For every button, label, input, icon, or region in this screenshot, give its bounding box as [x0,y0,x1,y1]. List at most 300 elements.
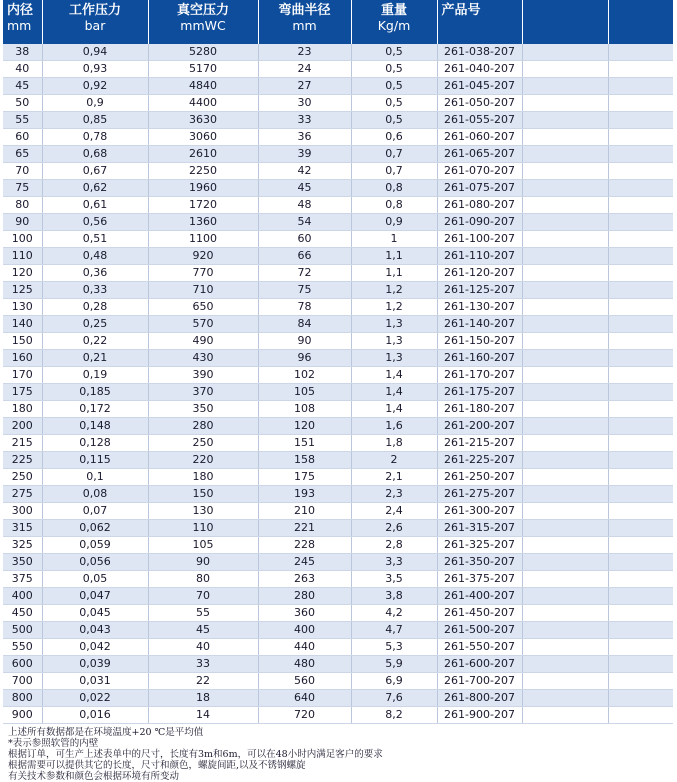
cell-inner-diameter: 130 [3,299,42,316]
cell-empty [608,452,673,469]
cell-empty [522,384,608,401]
cell-product-number: 261-180-207 [437,401,522,418]
cell-working-pressure: 0,51 [42,231,148,248]
cell-weight: 0,7 [351,146,437,163]
cell-product-number: 261-120-207 [437,265,522,282]
cell-inner-diameter: 500 [3,622,42,639]
cell-empty [522,503,608,520]
cell-vacuum-pressure: 4400 [148,95,258,112]
cell-product-number: 261-215-207 [437,435,522,452]
cell-inner-diameter: 215 [3,435,42,452]
cell-bend-radius: 360 [258,605,351,622]
cell-product-number: 261-800-207 [437,690,522,707]
cell-empty [522,520,608,537]
cell-empty [608,333,673,350]
cell-weight: 2,1 [351,469,437,486]
cell-empty [522,248,608,265]
table-row [3,384,673,401]
table-row [3,690,673,707]
cell-working-pressure: 0,185 [42,384,148,401]
cell-empty [608,316,673,333]
header-title: 产品号 [441,3,481,18]
header-inner-diameter [3,0,42,44]
cell-bend-radius: 560 [258,673,351,690]
cell-product-number: 261-160-207 [437,350,522,367]
cell-empty [522,95,608,112]
cell-bend-radius: 105 [258,384,351,401]
cell-inner-diameter: 90 [3,214,42,231]
cell-inner-diameter: 70 [3,163,42,180]
cell-empty [608,95,673,112]
cell-empty [608,707,673,724]
cell-weight: 0,5 [351,95,437,112]
header-unit: mm [7,18,32,33]
cell-weight: 1,3 [351,316,437,333]
cell-inner-diameter: 80 [3,197,42,214]
cell-working-pressure: 0,62 [42,180,148,197]
cell-product-number: 261-500-207 [437,622,522,639]
table-row [3,571,673,588]
cell-product-number: 261-140-207 [437,316,522,333]
cell-bend-radius: 23 [258,44,351,61]
cell-bend-radius: 84 [258,316,351,333]
header-unit: mmWC [180,18,226,33]
cell-product-number: 261-400-207 [437,588,522,605]
table-row [3,163,673,180]
cell-working-pressure: 0,22 [42,333,148,350]
cell-empty [522,418,608,435]
cell-vacuum-pressure: 70 [148,588,258,605]
cell-product-number: 261-175-207 [437,384,522,401]
cell-vacuum-pressure: 33 [148,656,258,673]
cell-working-pressure: 0,128 [42,435,148,452]
cell-weight: 2 [351,452,437,469]
cell-weight: 1,4 [351,367,437,384]
cell-weight: 1,8 [351,435,437,452]
cell-product-number: 261-375-207 [437,571,522,588]
cell-weight: 4,7 [351,622,437,639]
cell-working-pressure: 0,172 [42,401,148,418]
cell-empty [608,129,673,146]
cell-empty [522,707,608,724]
cell-weight: 2,4 [351,503,437,520]
cell-bend-radius: 440 [258,639,351,656]
header-title: 工作压力 [68,3,121,18]
cell-bend-radius: 158 [258,452,351,469]
cell-weight: 0,8 [351,197,437,214]
cell-working-pressure: 0,94 [42,44,148,61]
cell-empty [608,384,673,401]
cell-bend-radius: 33 [258,112,351,129]
cell-empty [522,231,608,248]
header-title: 弯曲半径 [278,3,331,18]
cell-empty [608,112,673,129]
cell-working-pressure: 0,9 [42,95,148,112]
cell-inner-diameter: 55 [3,112,42,129]
cell-bend-radius: 102 [258,367,351,384]
cell-inner-diameter: 350 [3,554,42,571]
cell-empty [522,537,608,554]
header-blank-1 [522,0,608,44]
cell-weight: 3,5 [351,571,437,588]
cell-empty [608,163,673,180]
cell-bend-radius: 151 [258,435,351,452]
cell-weight: 0,7 [351,163,437,180]
cell-inner-diameter: 400 [3,588,42,605]
cell-working-pressure: 0,93 [42,61,148,78]
cell-empty [522,452,608,469]
cell-vacuum-pressure: 45 [148,622,258,639]
cell-bend-radius: 280 [258,588,351,605]
header-unit: Kg/m [377,18,411,33]
cell-inner-diameter: 170 [3,367,42,384]
cell-empty [608,44,673,61]
cell-vacuum-pressure: 490 [148,333,258,350]
table-row [3,44,673,61]
footnote-line: *表示参照软管的内壁 [8,738,99,749]
cell-empty [608,367,673,384]
table-row [3,112,673,129]
cell-empty [522,163,608,180]
cell-inner-diameter: 38 [3,44,42,61]
header-bend-radius [258,0,351,44]
cell-empty [608,248,673,265]
cell-empty [608,214,673,231]
cell-weight: 1,3 [351,350,437,367]
cell-working-pressure: 0,67 [42,163,148,180]
cell-product-number: 261-225-207 [437,452,522,469]
header-title: 真空压力 [176,3,229,18]
cell-bend-radius: 27 [258,78,351,95]
cell-empty [522,61,608,78]
cell-inner-diameter: 120 [3,265,42,282]
table-body [3,44,673,724]
header-unit: mm [292,18,317,33]
cell-weight: 0,8 [351,180,437,197]
cell-empty [608,197,673,214]
cell-empty [608,520,673,537]
cell-bend-radius: 36 [258,129,351,146]
cell-vacuum-pressure: 390 [148,367,258,384]
cell-working-pressure: 0,68 [42,146,148,163]
cell-weight: 1,2 [351,282,437,299]
cell-vacuum-pressure: 1360 [148,214,258,231]
cell-bend-radius: 400 [258,622,351,639]
cell-vacuum-pressure: 3630 [148,112,258,129]
cell-product-number: 261-075-207 [437,180,522,197]
cell-empty [608,673,673,690]
table-header-row [3,0,673,44]
cell-vacuum-pressure: 280 [148,418,258,435]
cell-bend-radius: 42 [258,163,351,180]
cell-vacuum-pressure: 55 [148,605,258,622]
cell-bend-radius: 193 [258,486,351,503]
cell-vacuum-pressure: 150 [148,486,258,503]
cell-empty [522,656,608,673]
cell-working-pressure: 0,56 [42,214,148,231]
cell-vacuum-pressure: 2250 [148,163,258,180]
cell-empty [522,554,608,571]
cell-vacuum-pressure: 90 [148,554,258,571]
cell-bend-radius: 24 [258,61,351,78]
cell-empty [608,469,673,486]
cell-empty [608,554,673,571]
table-row [3,639,673,656]
cell-product-number: 261-110-207 [437,248,522,265]
cell-empty [522,588,608,605]
cell-vacuum-pressure: 650 [148,299,258,316]
cell-vacuum-pressure: 80 [148,571,258,588]
table-row [3,197,673,214]
cell-empty [608,282,673,299]
cell-working-pressure: 0,062 [42,520,148,537]
cell-weight: 7,6 [351,690,437,707]
cell-bend-radius: 54 [258,214,351,231]
cell-vacuum-pressure: 22 [148,673,258,690]
cell-bend-radius: 90 [258,333,351,350]
cell-product-number: 261-070-207 [437,163,522,180]
cell-product-number: 261-325-207 [437,537,522,554]
cell-product-number: 261-300-207 [437,503,522,520]
cell-empty [608,299,673,316]
cell-bend-radius: 263 [258,571,351,588]
cell-working-pressure: 0,045 [42,605,148,622]
cell-vacuum-pressure: 180 [148,469,258,486]
footnote-line: 有关技术参数和颜色会根据环境有所变动 [8,771,180,782]
cell-weight: 1,4 [351,401,437,418]
cell-vacuum-pressure: 430 [148,350,258,367]
cell-working-pressure: 0,85 [42,112,148,129]
cell-working-pressure: 0,33 [42,282,148,299]
cell-working-pressure: 0,07 [42,503,148,520]
table-row [3,333,673,350]
cell-empty [522,350,608,367]
cell-working-pressure: 0,08 [42,486,148,503]
cell-empty [608,78,673,95]
cell-product-number: 261-040-207 [437,61,522,78]
cell-bend-radius: 175 [258,469,351,486]
table-row [3,435,673,452]
cell-working-pressure: 0,056 [42,554,148,571]
cell-product-number: 261-055-207 [437,112,522,129]
table-row [3,707,673,724]
cell-vacuum-pressure: 350 [148,401,258,418]
cell-vacuum-pressure: 5280 [148,44,258,61]
cell-empty [608,265,673,282]
cell-empty [522,180,608,197]
cell-empty [522,78,608,95]
cell-vacuum-pressure: 770 [148,265,258,282]
cell-weight: 0,6 [351,129,437,146]
cell-working-pressure: 0,28 [42,299,148,316]
cell-inner-diameter: 180 [3,401,42,418]
table-row [3,95,673,112]
cell-weight: 3,3 [351,554,437,571]
cell-product-number: 261-100-207 [437,231,522,248]
cell-bend-radius: 228 [258,537,351,554]
cell-product-number: 261-060-207 [437,129,522,146]
cell-empty [522,197,608,214]
table-row [3,282,673,299]
cell-working-pressure: 0,022 [42,690,148,707]
cell-inner-diameter: 50 [3,95,42,112]
cell-working-pressure: 0,92 [42,78,148,95]
cell-working-pressure: 0,043 [42,622,148,639]
table-row [3,146,673,163]
cell-inner-diameter: 40 [3,61,42,78]
cell-product-number: 261-350-207 [437,554,522,571]
cell-inner-diameter: 300 [3,503,42,520]
cell-empty [522,622,608,639]
cell-bend-radius: 120 [258,418,351,435]
cell-working-pressure: 0,016 [42,707,148,724]
cell-product-number: 261-080-207 [437,197,522,214]
cell-product-number: 261-200-207 [437,418,522,435]
cell-bend-radius: 221 [258,520,351,537]
hose-spec-table [3,0,673,724]
cell-bend-radius: 75 [258,282,351,299]
cell-working-pressure: 0,148 [42,418,148,435]
cell-product-number: 261-250-207 [437,469,522,486]
cell-inner-diameter: 75 [3,180,42,197]
cell-weight: 1,6 [351,418,437,435]
cell-weight: 0,5 [351,61,437,78]
cell-inner-diameter: 600 [3,656,42,673]
cell-vacuum-pressure: 1960 [148,180,258,197]
cell-vacuum-pressure: 1100 [148,231,258,248]
cell-empty [608,486,673,503]
table-row [3,503,673,520]
table-row [3,622,673,639]
cell-inner-diameter: 315 [3,520,42,537]
cell-empty [522,44,608,61]
cell-weight: 4,2 [351,605,437,622]
cell-empty [522,214,608,231]
cell-working-pressure: 0,042 [42,639,148,656]
cell-vacuum-pressure: 570 [148,316,258,333]
cell-vacuum-pressure: 3060 [148,129,258,146]
cell-working-pressure: 0,047 [42,588,148,605]
cell-product-number: 261-600-207 [437,656,522,673]
cell-product-number: 261-170-207 [437,367,522,384]
cell-weight: 0,5 [351,78,437,95]
cell-product-number: 261-125-207 [437,282,522,299]
cell-empty [608,639,673,656]
cell-empty [522,316,608,333]
cell-product-number: 261-700-207 [437,673,522,690]
cell-empty [522,299,608,316]
header-title: 重量 [380,3,407,18]
cell-empty [522,146,608,163]
cell-empty [522,129,608,146]
table-row [3,248,673,265]
cell-product-number: 261-275-207 [437,486,522,503]
cell-inner-diameter: 900 [3,707,42,724]
cell-working-pressure: 0,25 [42,316,148,333]
cell-weight: 0,5 [351,112,437,129]
cell-empty [522,673,608,690]
cell-working-pressure: 0,36 [42,265,148,282]
table-row [3,520,673,537]
cell-empty [522,571,608,588]
cell-inner-diameter: 100 [3,231,42,248]
footnotes [8,727,677,782]
cell-working-pressure: 0,48 [42,248,148,265]
cell-working-pressure: 0,61 [42,197,148,214]
footnote-line: 上述所有数据都是在环境温度+20 ℃是平均值 [8,727,204,738]
cell-bend-radius: 210 [258,503,351,520]
cell-bend-radius: 72 [258,265,351,282]
cell-inner-diameter: 375 [3,571,42,588]
cell-empty [608,435,673,452]
cell-weight: 1,4 [351,384,437,401]
cell-bend-radius: 48 [258,197,351,214]
table-row [3,214,673,231]
cell-empty [608,418,673,435]
cell-inner-diameter: 175 [3,384,42,401]
header-vacuum-pressure [148,0,258,44]
cell-bend-radius: 66 [258,248,351,265]
cell-vacuum-pressure: 4840 [148,78,258,95]
cell-vacuum-pressure: 710 [148,282,258,299]
cell-vacuum-pressure: 220 [148,452,258,469]
cell-empty [608,180,673,197]
cell-vacuum-pressure: 18 [148,690,258,707]
cell-vacuum-pressure: 130 [148,503,258,520]
cell-empty [522,282,608,299]
cell-empty [522,486,608,503]
cell-product-number: 261-038-207 [437,44,522,61]
table-row [3,129,673,146]
table-row [3,180,673,197]
cell-weight: 1,1 [351,265,437,282]
table-row [3,554,673,571]
cell-empty [608,605,673,622]
table-row [3,656,673,673]
cell-bend-radius: 640 [258,690,351,707]
cell-empty [522,401,608,418]
cell-inner-diameter: 325 [3,537,42,554]
table-row [3,78,673,95]
cell-inner-diameter: 160 [3,350,42,367]
table-row [3,350,673,367]
header-unit: bar [84,18,106,33]
footnote-line: 根据需要可以提供其它的长度，尺寸和颜色，螺旋间距,以及不锈钢螺旋 [8,760,306,771]
table-row [3,452,673,469]
cell-bend-radius: 78 [258,299,351,316]
cell-weight: 5,3 [351,639,437,656]
cell-empty [522,367,608,384]
cell-inner-diameter: 700 [3,673,42,690]
cell-vacuum-pressure: 5170 [148,61,258,78]
cell-inner-diameter: 125 [3,282,42,299]
cell-bend-radius: 45 [258,180,351,197]
cell-inner-diameter: 140 [3,316,42,333]
cell-vacuum-pressure: 920 [148,248,258,265]
header-working-pressure [42,0,148,44]
cell-bend-radius: 108 [258,401,351,418]
table-row [3,265,673,282]
cell-empty [608,231,673,248]
table-row [3,316,673,333]
cell-empty [608,656,673,673]
header-weight [351,0,437,44]
cell-weight: 1,1 [351,248,437,265]
cell-weight: 0,5 [351,44,437,61]
cell-empty [608,61,673,78]
cell-inner-diameter: 275 [3,486,42,503]
cell-empty [522,690,608,707]
